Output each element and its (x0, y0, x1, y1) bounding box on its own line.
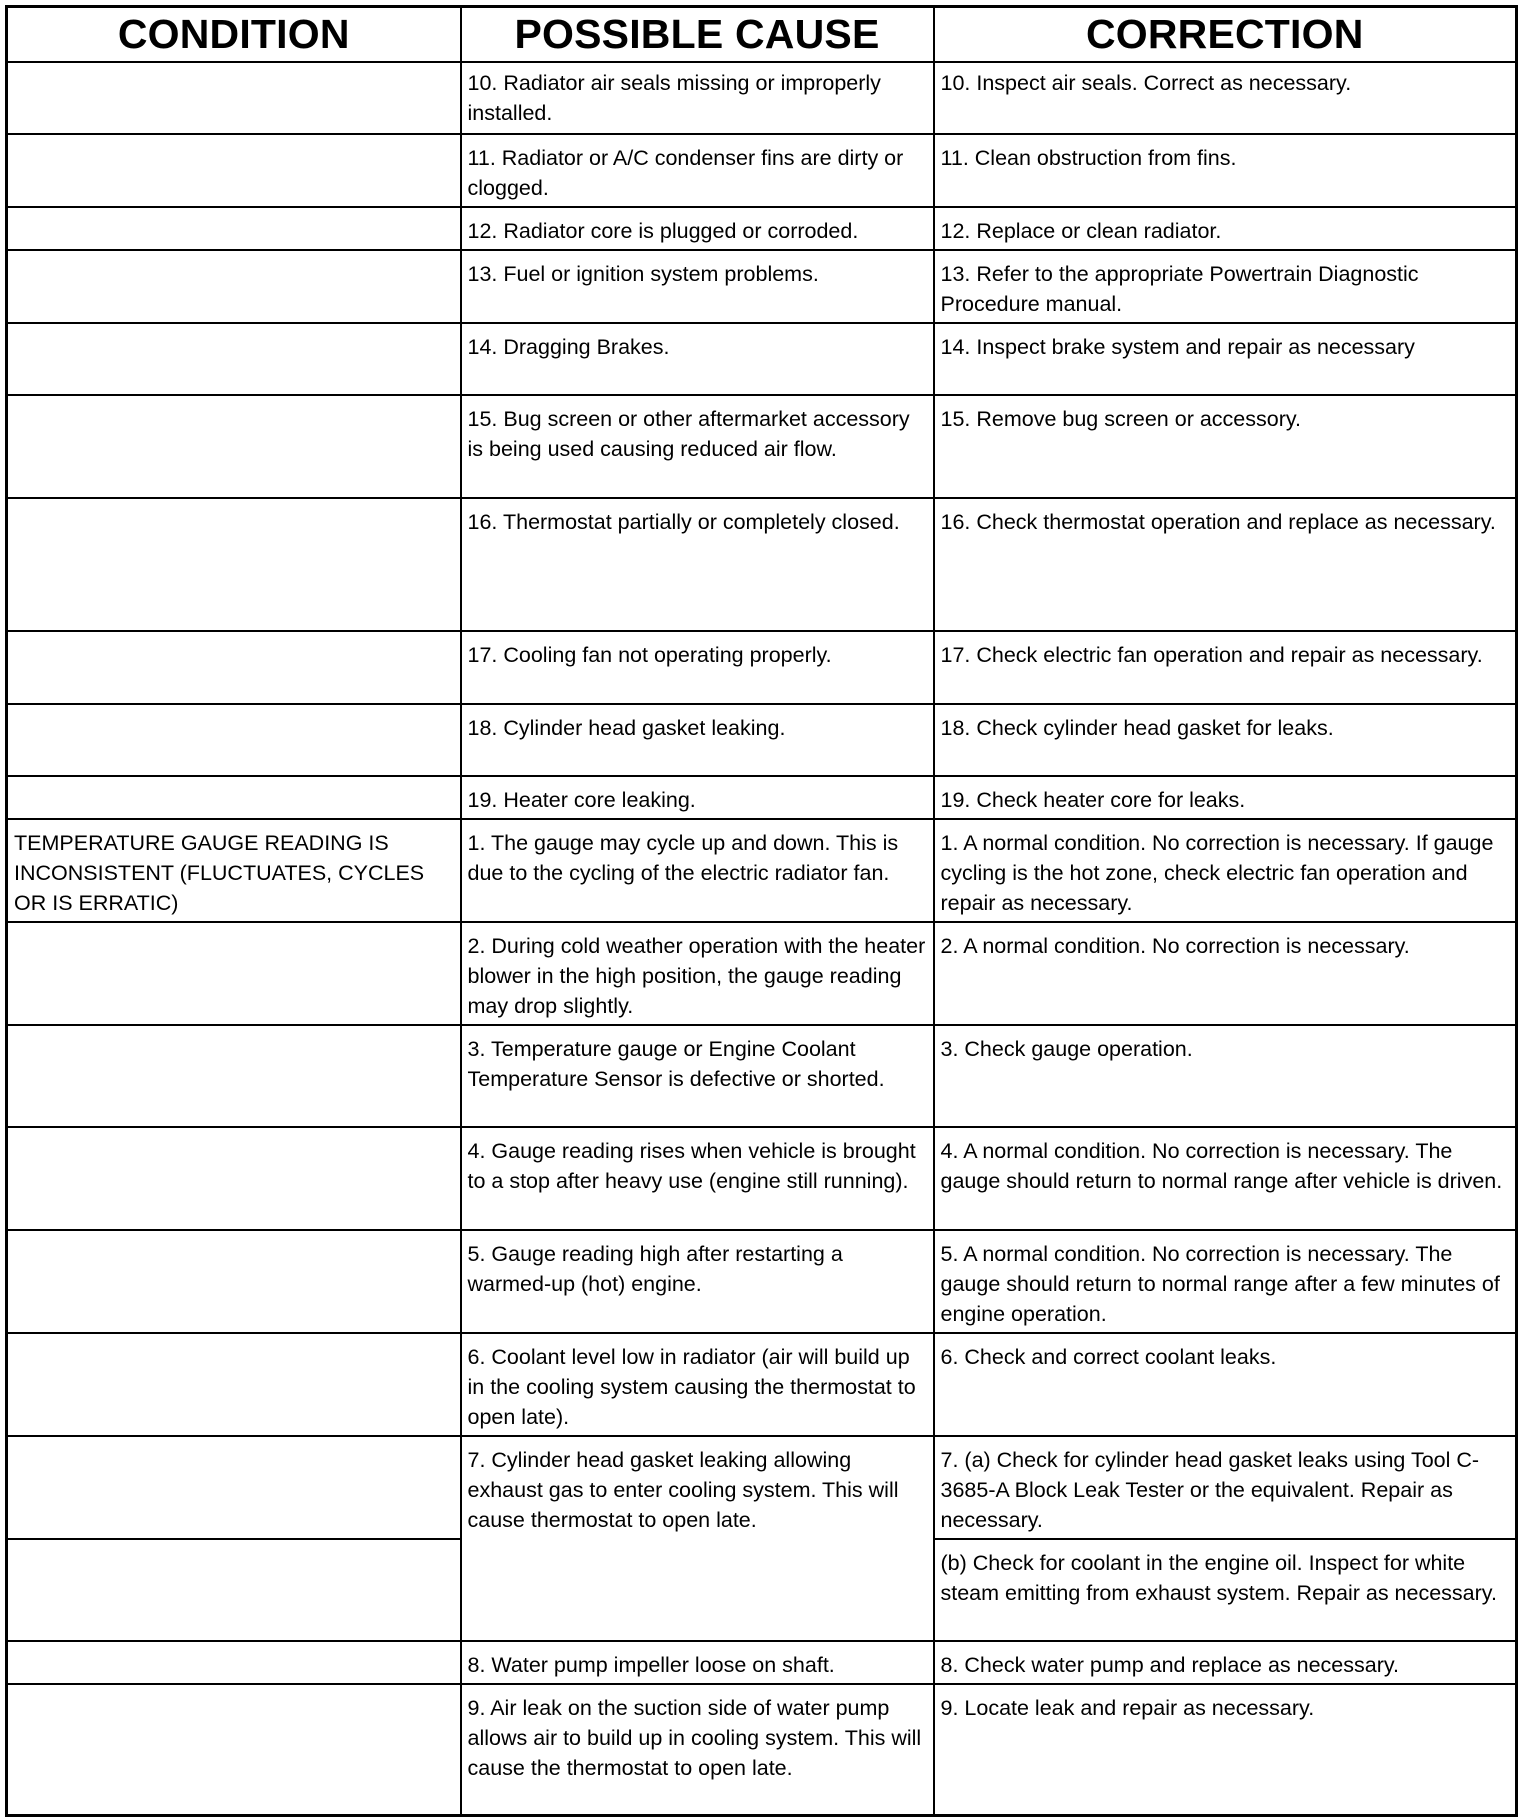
cause-cell: 8. Water pump impeller loose on shaft. (461, 1641, 934, 1684)
condition-cell (7, 498, 461, 631)
correction-cell: 9. Locate leak and repair as necessary. (934, 1684, 1517, 1816)
cause-cell: 4. Gauge reading rises when vehicle is brought to a stop after heavy use (engine still running). (461, 1127, 934, 1230)
cause-cell: 11. Radiator or A/C condenser fins are dirty or clogged. (461, 134, 934, 207)
correction-cell: 15. Remove bug screen or accessory. (934, 395, 1517, 498)
condition-cell (7, 704, 461, 776)
condition-cell (7, 776, 461, 819)
correction-cell: 11. Clean obstruction from fins. (934, 134, 1517, 207)
table-row (7, 704, 1517, 776)
condition-cell (7, 631, 461, 704)
table-row (7, 1127, 1517, 1230)
cause-cell: 2. During cold weather operation with the heater blower in the high position, the gauge reading may drop slightly. (461, 922, 934, 1025)
correction-cell: 19. Check heater core for leaks. (934, 776, 1517, 819)
cause-cell: 1. The gauge may cycle up and down. This is due to the cycling of the electric radiator fan. (461, 819, 934, 922)
header-correction: CORRECTION (934, 7, 1517, 62)
condition-cell (7, 1684, 461, 1816)
condition-cell (7, 922, 461, 1025)
condition-cell (7, 1436, 461, 1539)
correction-cell: 2. A normal condition. No correction is necessary. (934, 922, 1517, 1025)
header-condition: CONDITION (7, 7, 461, 62)
cause-cell: 19. Heater core leaking. (461, 776, 934, 819)
correction-cell: 3. Check gauge operation. (934, 1025, 1517, 1127)
table-row (7, 207, 1517, 250)
table-row (7, 1436, 1517, 1539)
correction-cell: 14. Inspect brake system and repair as necessary (934, 323, 1517, 395)
table-row (7, 1684, 1517, 1816)
table-row (7, 1333, 1517, 1436)
table-row (7, 819, 1517, 922)
table-row (7, 631, 1517, 704)
table-row (7, 62, 1517, 134)
cause-cell: 18. Cylinder head gasket leaking. (461, 704, 934, 776)
cause-cell: 3. Temperature gauge or Engine Coolant Temperature Sensor is defective or shorted. (461, 1025, 934, 1127)
condition-cell (7, 1333, 461, 1436)
correction-cell: 8. Check water pump and replace as necessary. (934, 1641, 1517, 1684)
cause-cell: 9. Air leak on the suction side of water pump allows air to build up in cooling system. This will cause the thermostat to open late. (461, 1684, 934, 1816)
correction-cell: 5. A normal condition. No correction is necessary. The gauge should return to normal range after a few minutes of engine operation. (934, 1230, 1517, 1333)
cause-cell: 10. Radiator air seals missing or improperly installed. (461, 62, 934, 134)
cause-cell: 5. Gauge reading high after restarting a warmed-up (hot) engine. (461, 1230, 934, 1333)
condition-cell (7, 1127, 461, 1230)
cause-cell: 7. Cylinder head gasket leaking allowing exhaust gas to enter cooling system. This will cause thermostat to open late. (461, 1436, 934, 1641)
correction-cell: 1. A normal condition. No correction is necessary. If gauge cycling is the hot zone, check electric fan operation and repair as necessary. (934, 819, 1517, 922)
table-row (7, 776, 1517, 819)
table-row (7, 395, 1517, 498)
table-row (7, 1641, 1517, 1684)
table-row (7, 134, 1517, 207)
cause-cell: 12. Radiator core is plugged or corroded. (461, 207, 934, 250)
header-row (7, 7, 1517, 62)
diagnosis-chart (5, 5, 1515, 1817)
condition-cell (7, 207, 461, 250)
condition-cell (7, 62, 461, 134)
correction-cell: 6. Check and correct coolant leaks. (934, 1333, 1517, 1436)
diagnosis-table (5, 5, 1518, 1817)
condition-cell: TEMPERATURE GAUGE READING IS INCONSISTENT (FLUCTUATES, CYCLES OR IS ERRATIC) (7, 819, 461, 922)
table-row (7, 1025, 1517, 1127)
condition-cell (7, 395, 461, 498)
correction-cell: 4. A normal condition. No correction is necessary. The gauge should return to normal range after vehicle is driven. (934, 1127, 1517, 1230)
condition-cell (7, 134, 461, 207)
table-row (7, 498, 1517, 631)
table-row (7, 323, 1517, 395)
table-row (7, 1230, 1517, 1333)
correction-cell: 10. Inspect air seals. Correct as necessary. (934, 62, 1517, 134)
condition-cell (7, 250, 461, 323)
cause-cell: 15. Bug screen or other aftermarket accessory is being used causing reduced air flow. (461, 395, 934, 498)
condition-cell (7, 1539, 461, 1641)
condition-cell (7, 323, 461, 395)
cause-cell: 16. Thermostat partially or completely closed. (461, 498, 934, 631)
table-row (7, 922, 1517, 1025)
cause-cell: 14. Dragging Brakes. (461, 323, 934, 395)
correction-cell: (b) Check for coolant in the engine oil. Inspect for white steam emitting from exhaust system. Repair as necessary. (934, 1539, 1517, 1641)
correction-cell: 17. Check electric fan operation and repair as necessary. (934, 631, 1517, 704)
cause-cell: 13. Fuel or ignition system problems. (461, 250, 934, 323)
correction-cell: 7. (a) Check for cylinder head gasket leaks using Tool C-3685-A Block Leak Tester or the equivalent. Repair as necessary. (934, 1436, 1517, 1539)
cause-cell: 17. Cooling fan not operating properly. (461, 631, 934, 704)
correction-cell: 12. Replace or clean radiator. (934, 207, 1517, 250)
cause-cell: 6. Coolant level low in radiator (air will build up in the cooling system causing the thermostat to open late). (461, 1333, 934, 1436)
correction-cell: 13. Refer to the appropriate Powertrain Diagnostic Procedure manual. (934, 250, 1517, 323)
condition-cell (7, 1641, 461, 1684)
correction-cell: 16. Check thermostat operation and replace as necessary. (934, 498, 1517, 631)
header-possible-cause: POSSIBLE CAUSE (461, 7, 934, 62)
condition-cell (7, 1230, 461, 1333)
table-row (7, 250, 1517, 323)
correction-cell: 18. Check cylinder head gasket for leaks. (934, 704, 1517, 776)
condition-cell (7, 1025, 461, 1127)
